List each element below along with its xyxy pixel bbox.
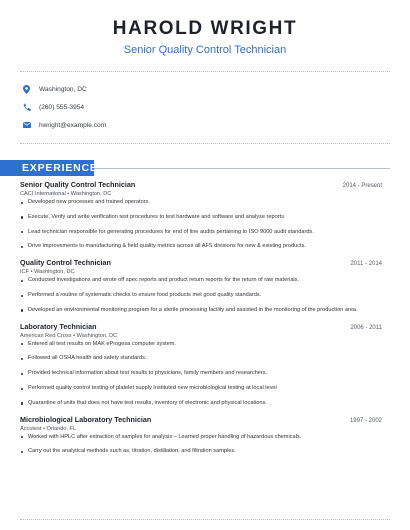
job-bullet: Execute, Verify and write verification test procedures to test hardware and software and analyse reports. (20, 214, 382, 221)
job-entry (20, 180, 382, 251)
contact-list (0, 72, 410, 134)
section-heading-experience: EXPERIENCE (0, 160, 94, 176)
job-employer: Accutest • Orlando, FL (20, 425, 77, 432)
job-title: Laboratory Technician (20, 321, 97, 331)
job-bullet: Provided technical information about test results to physicians, family members and researchers. (20, 370, 382, 377)
job-bullet: Carry out the analytical methods such as, titration, distillation, and filtration samples. (20, 448, 382, 455)
job-dates: 1997 - 2002 (349, 417, 382, 424)
phone-icon (22, 103, 31, 112)
job-bullet: Worked with HPLC after extraction of samples for analysis – Learned proper handling of hazardous chemicals. (20, 434, 382, 441)
job-bullet: Developed new processes and trained operators. (20, 199, 382, 206)
experience-list (0, 169, 410, 456)
contact-location (22, 80, 410, 98)
job-bullet: Quarantine of units that does not have test results, inventory of electronic and physical locations. (20, 400, 382, 407)
contact-phone (22, 98, 410, 116)
job-title: Senior Quality Control Technician (20, 180, 136, 189)
job-title: Quality Control Technician (20, 258, 111, 268)
job-employer: ICF • Washington, DC (20, 269, 75, 276)
contact-location-text: Washington, DC (39, 85, 87, 93)
contact-email (22, 116, 410, 134)
job-employer: CACI International • Washington, DC (20, 191, 112, 197)
candidate-title: Senior Quality Control Technician (123, 44, 287, 56)
job-bullets (20, 277, 382, 314)
divider (20, 143, 390, 144)
resume-header (0, 0, 410, 57)
job-bullets (20, 434, 382, 456)
job-bullet: Lead technician responsible for generating procedures for end of line audits pertaining to ISO 9000 audit standards. (20, 229, 382, 236)
job-entry (20, 258, 382, 314)
job-entry (20, 415, 382, 456)
job-bullet: Followed all OSHA health and safety standards. (20, 355, 382, 362)
job-bullet: Drive improvements to manufacturing & field quality metrics across all AFS divisions for new & existing products. (20, 243, 382, 250)
job-title: Microbiological Laboratory Technician (20, 414, 152, 424)
job-bullet: Developed an environmental monitoring program for a sterile processing facility and assisted in the monitoring of the production area. (20, 307, 382, 314)
location-pin-icon (22, 85, 31, 94)
job-bullet: Performed quality control testing of platelet supply Instituted new microbiological testing at local level (20, 385, 382, 392)
job-bullet: Entered all test results on MAK eProgesa computer system. (20, 341, 382, 348)
job-bullets (20, 341, 382, 408)
candidate-name: HAROLD WRIGHT (112, 18, 298, 39)
job-dates: 2014 - Present (342, 183, 382, 189)
email-icon (22, 121, 31, 130)
job-employer: American Red Cross • Washington, DC (20, 332, 118, 339)
contact-email-text: hwright@example.com (39, 121, 107, 129)
job-bullet: Performed a routine of systematic checks to ensure food products met good quality standards. (20, 292, 382, 299)
job-bullet: Conducted investigations and wrote off spec reports and product return reports for the return of raw materials. (20, 277, 382, 284)
job-dates: 2011 - 2014 (350, 261, 382, 268)
job-dates: 2006 - 2011 (350, 324, 382, 331)
contact-phone-text: (260) 555-3954 (39, 103, 85, 111)
job-bullets (20, 199, 382, 251)
job-entry (20, 322, 382, 408)
divider (20, 519, 390, 520)
